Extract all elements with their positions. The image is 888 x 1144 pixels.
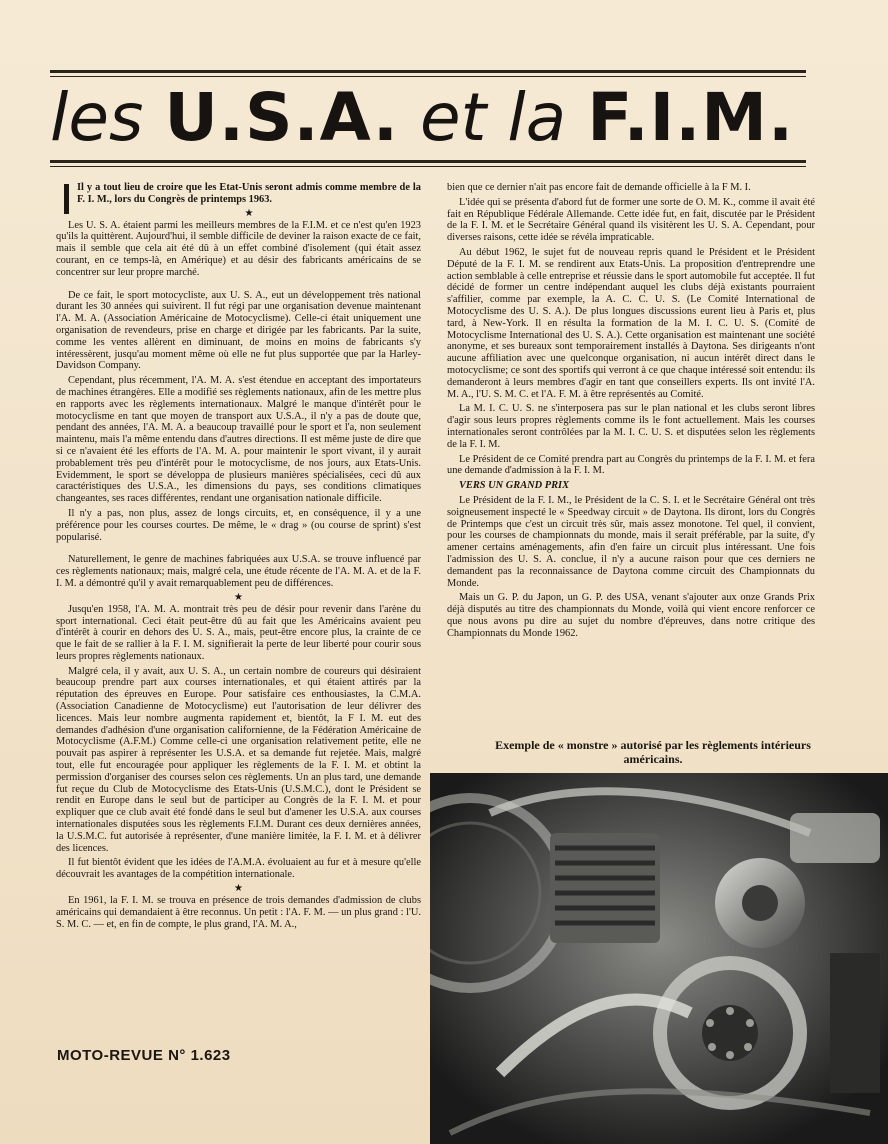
paragraph: Il fut bientôt évident que les idées de l'A.M.A. évoluaient au fur et à mesure qu'elle découvrait les avantages de la compétition internationale. bbox=[56, 857, 421, 881]
paragraph: En 1961, la F. I. M. se trouva en présence de trois demandes d'admission de clubs américains qui demandaient à être reconnus. Un petit : l'A. F. M. — un plus grand : l'U. S. M. C. — et, en fin de compte, le plus grand, l'A. M. A., bbox=[56, 895, 421, 930]
lead-paragraph bbox=[56, 182, 421, 206]
title-rule-bottom bbox=[50, 160, 806, 163]
title-word-usa: U.S.A. bbox=[164, 79, 399, 156]
title-rule-top-thin bbox=[50, 76, 806, 77]
page-footer: MOTO-REVUE N° 1.623 bbox=[57, 1047, 231, 1064]
paragraph: De ce fait, le sport motocycliste, aux U. S. A., eut un développement très national durant les 30 années qui suivirent. Il fut régi par une organisation devenue maintenant l'A. M. A. (Association Américaine de Motocyclisme). Celle-ci était uniquement une organisation de revendeurs, prise en charge et dirigée par les fabricants. Par la suite, comme les ventes allèrent en diminuant, de moins en moins de fabricants s'y intéressèrent, jusqu'au moment même où elle ne fut plus supportée que par la Harley-Davidson Company. bbox=[56, 289, 421, 372]
paragraph: bien que ce dernier n'ait pas encore fait de demande officielle à la F M. I. bbox=[447, 182, 751, 193]
paragraph: Malgré cela, il y avait, aux U. S. A., un certain nombre de coureurs qui désiraient beaucoup prendre part aux courses internationales, et qui étaient attirés par la réputation des épreuves en Europe. Pour satisfaire ces enthousiastes, la C.M.A. (Association Canadienne de Motocyclisme) eut l'autorisation de leur délivrer des licences. Mais leur nombre augmenta rapidement et, bientôt, la F I. M. eut des demandes d'adhésion d'une organisation californienne, de la Fédération Américaine de Motocyclisme (A.F.M.) Comme celle-ci une organisation relativement petite, elle ne pouvait pas aspirer à représenter les U.S.A. et sa demande fut rejetée. Mais, malgré tout, elle fut encouragée pour appliquer les règlements de la F. I. M. et obtint la permission d'organiser des courses selon ces règlements. Un an plus tard, une demande fut reçue du Club de Motocyclisme des Etats-Unis (U.S.M.C.), dont le Président se rendit en Europe dans le seul but de participer au Congrès de la F. I. M. et pour expliquer que ce club avait été fondé dans le seul but d'amener les U.S.A. aux courses internationales disputées sous les règlements F.I.M. Durant ces deux dernières années, la U.S.M.C. fut autorisée à représenter, d'une manière limitée, la F. I. M. et à délivrer des licences. bbox=[56, 665, 421, 854]
section-star: ★ bbox=[234, 883, 243, 895]
right-column bbox=[447, 182, 815, 777]
paragraph: La M. I. C. U. S. ne s'interposera pas sur le plan national et les clubs seront libres d'agir sous leurs propres règlements comme ils le font actuellement. Mais les courses internationales seront contrôlées par la M. I. C. U. S. et disputées selon les règlements de la F. I. M. bbox=[447, 403, 815, 450]
paragraph: Les U. S. A. étaient parmi les meilleurs membres de la F.I.M. et ce n'est qu'en 1923 qu'ils la quittèrent. Aujourd'hui, il semble difficile de deviner la raison exacte de ce fait, mais il semble que cela ait été dû à un effet combiné d'isolement (qui était assez courant, en ce temps-là, en Amérique) et au désir des fabricants américains de se concentrer sur leur propre marché. bbox=[56, 219, 421, 278]
lead-bar-ornament bbox=[64, 184, 69, 214]
motorcycle-engine-photo bbox=[430, 773, 888, 1144]
paragraph-gap bbox=[56, 282, 421, 290]
title-word-et: et bbox=[419, 79, 487, 156]
title-word-les: les bbox=[50, 79, 144, 156]
section-star: ★ bbox=[234, 591, 243, 603]
paragraph: Cependant, plus récemment, l'A. M. A. s'est étendue en acceptant des importateurs de machines étrangères. Elle a modifié ses règlements nationaux, afin de les mettre plus en rapports avec les règlements internationaux. Malgré le manque d'intérêt pour le motocyclisme en tant que moyen de transport aux U.S.A., il n'y a pas de doute que, pendant des années, l'A. M. A. a beaucoup travaillé pour le sport et l'a, non seulement maintenu, mais l'a même entendu dans d'autres directions. Il est même juste de dire que si ce n'avaient été les efforts de l'A. M. A. pour maintenir le sport vivant, il y aurait probablement très peu d'intérêt pour le motocyclisme, de nos jours, aux Etats-Unis. Evidemment, le sport se développa de plusieurs manières spécialisées, ceci dû aux caractéristiques des U.S.A., les dimensions du pays, ses conditions climatiques changeantes, ses races différentes, rendant une organisation nationale difficile. bbox=[56, 375, 421, 505]
page-title bbox=[50, 78, 810, 158]
paragraph: Au début 1962, le sujet fut de nouveau repris quand le Président et le Président Député de la F. I. M. se rendirent aux Etats-Unis. La proposition d'entreprendre une action semblable à celle entreprise et réussie dans le sport automobile fut acceptée. Il fut décidé de former un centre indépendant auquel les clubs déjà existants pourraient s'affilier, comme par exemple, la A. C. C. U. S. (Le Comité International de Motocyclisme des U. S. A.). De plus longues discussions eurent lieu à Paris et, plus tard, à New-York. Il en résulta la formation de la M. I. C. U. S. (Comité de Motocyclisme International des U. S. A.). Cette organisation est maintenant une société anonyme, et ses bureaux sont temporairement installés à Daytona. Ses dirigeants n'ont aucune affiliation avec une quelconque organisation, ni aucun intérêt direct dans le motocyclisme; ce sont des sportifs qui verront à ce que chaque intéressé soit entendu: ils demanderont à leurs membres d'agir en tant que conseillers experts. Ils ont invité l'A. M. A., l'U. S. M. C. et l'A. F. M. à être représentés au Comité. bbox=[447, 246, 815, 400]
motorcycle-engine-illustration bbox=[430, 773, 888, 1144]
paragraph-gap bbox=[56, 546, 421, 554]
section-star: ★ bbox=[244, 207, 254, 219]
photo-caption: Exemple de « monstre » autorisé par les règlements intérieurs américains. bbox=[495, 738, 811, 766]
left-column bbox=[56, 182, 421, 1042]
paragraph: Naturellement, le genre de machines fabriquées aux U.S.A. se trouve influencé par ces règlements nationaux; mais, malgré cela, une étude récente de l'A. M. A. et de la F. I. M. a démontré qu'il y avait remarquablement peu de différences. bbox=[56, 554, 421, 589]
title-rule-top bbox=[50, 70, 806, 73]
lead-text: Il y a tout lieu de croire que les Etat-Unis seront admis comme membre de la F. I. M., lors du Congrès de printemps 1963. bbox=[77, 182, 421, 205]
title-word-la: la bbox=[507, 79, 567, 156]
title-rule-bottom-thin bbox=[50, 166, 806, 167]
title-word-fim: F.I.M. bbox=[587, 79, 795, 156]
paragraph: Mais un G. P. du Japon, un G. P. des USA, venant s'ajouter aux onze Grands Prix déjà disputés au titre des championnats du Monde, voilà qui vient encore renforcer ce que nous avons pu dire au sujet du nombre d'épreuves, dans notre critique des Championnats du Monde 1962. bbox=[447, 592, 815, 639]
paragraph: Le Président de la F. I. M., le Président de la C. S. I. et le Secrétaire Général ont très soigneusement inspecté le « Speedway circuit » de Daytona. Ils diront, lors du Congrès de Printemps que c'est un circuit très sûr, mais assez monotone. Tel quel, il convient, pour les courses de championnats du monde, mais il serait préférable, par la suite, d'y amener certains aménagements, afin d'en faire un circuit plus intéressant. Une fois l'admission des U. S. A. conclue, il n'y a aucune raison pour que ces derniers ne demandent pas la reconnaissance de Daytona comme circuit des Championnats du Monde. bbox=[447, 494, 815, 589]
paragraph: Jusqu'en 1958, l'A. M. A. montrait très peu de désir pour revenir dans l'arène du sport international. Ceci était peut-être dû au fait que les Américains avaient peu d'intérêt à courir en dehors des U. S. A., mais, peut-être encore plus, la crainte de ce que le fait de se rallier à la F. I. M. signifierait la perte de leur liberté pour courir sous leurs propres règlements nationaux. bbox=[56, 603, 421, 662]
paragraph: L'idée qui se présenta d'abord fut de former une sorte de O. M. K., comme il avait été fait en République Fédérale Allemande. Cette idée fut, en fait, discutée par le Président de la F. I. M. et le Secrétaire Général quand ils visitèrent les U. S. A. Cependant, pour diverses raisons, cette idée se révéla impraticable. bbox=[447, 196, 815, 244]
paragraph: Il n'y a pas, non plus, assez de longs circuits, et, en conséquence, il y a une préférence pour les courses courtes. De même, le « drag » (ou course de sprint) s'est popularisé. bbox=[56, 507, 421, 543]
paragraph: Le Président de ce Comité prendra part au Congrès du printemps de la F. I. M. et fera une demande d'admission à la F. I. M. bbox=[447, 453, 815, 477]
section-subhead: VERS UN GRAND PRIX bbox=[459, 480, 569, 492]
